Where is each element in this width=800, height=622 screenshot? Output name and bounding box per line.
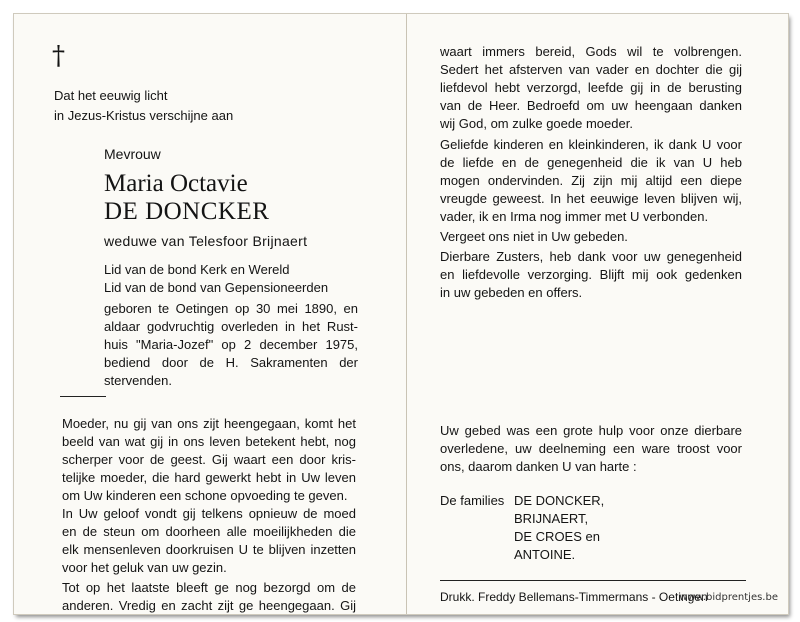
birth-death-line-3: huis "Maria-Jozef" op 2 december 1975, [104,337,358,352]
birth-death-line-2: aldaar godvruchtig overleden in het Rust- [104,319,358,334]
text-line: mogen ondervinden. Zij zijn mij altijd een diepe [440,173,742,188]
text-line: waart immers bereid, Gods wil te volbrengen. [440,44,742,59]
birth-death-line-1: geboren te Oetingen op 30 mei 1890, en [104,301,358,316]
watermark: www.bidprentjes.be [679,592,778,603]
text-line: Geliefde kinderen en kleinkinderen, ik dank U voor [440,137,742,152]
text-line: en liefdevolle verzorging. Blijft mij ook gedenken [440,267,742,282]
cross-icon: † [52,41,65,71]
intro-line-2: in Jezus-Kristus verschijne aan [54,108,234,123]
text-line-forget: Vergeet ons niet in Uw gebeden. [440,229,628,244]
text-line: en de steun om doorheen alle moeilijkheden die [62,524,356,539]
birth-death-line-4: bediend door de H. Sakramenten der [104,355,358,370]
printer-rule [440,580,746,581]
thanks-line: Uw gebed was een grote hulp voor onze dierbare [440,423,742,438]
text-line: Moeder, nu gij van ons zijt heengegaan, komt het [62,416,356,431]
printer-credit: Drukk. Freddy Bellemans-Timmermans - Oetingen [440,590,708,604]
intro-line-1: Dat het eeuwig licht [54,88,168,103]
family-name: DE CROES en [514,529,600,544]
text-line: Dierbare Zusters, heb dank voor uw genegenheid [440,249,742,264]
text-line: wij God, om zulke goede moeder. [440,116,633,131]
family-name: BRIJNAERT, [514,511,589,526]
text-line: om Uw kinderen een schone opvoeding te geven. [62,488,348,503]
divider-rule [60,396,106,397]
text-line: telijke moeder, die hard gewerkt hebt in Uw leven [62,470,356,485]
text-line: de liefde en de genegenheid die ik van U heb [440,155,742,170]
widow-of: weduwe van Telesfoor Brijnaert [104,233,308,249]
membership-2: Lid van de bond van Gepensioneerden [104,280,329,295]
family-name: ANTOINE. [514,547,576,562]
title-prefix: Mevrouw [104,146,161,162]
families-label: De families [440,493,505,508]
text-line: In Uw geloof vondt gij telkens opnieuw de moed [62,506,356,521]
thanks-line: overledene, uw deelneming een ware troost voor [440,441,742,456]
text-line: liefdevol hebt verzorgd, leefde gij in de berusting [440,80,742,95]
card-fold-line [406,14,407,614]
family-name: DE DONCKER, [514,493,605,508]
text-line: vreugde geweest. In het eeuwige leven blijven wij, [440,191,742,206]
membership-1: Lid van de bond Kerk en Wereld [104,262,290,277]
text-line: Tot op het laatste bleeft ge nog bezorgd om de [62,580,356,595]
birth-death-line-5: stervenden. [104,373,172,388]
text-line: beeld van wat gij in ons leven betekent hebt, nog [62,434,356,449]
text-line: vader, ik en Irma nog immer met U verbonden. [440,209,709,224]
text-line: Sedert het afsterven van vader en dochter die gij [440,62,742,77]
first-names: Maria Octavie [104,170,248,197]
surname: DE DONCKER [104,198,270,225]
text-line: scherper voor de geest. Gij waart een door kris- [62,452,356,467]
text-line: van de Heer. Bedroefd om uw heengaan danken [440,98,742,113]
thanks-line: ons, daarom danken U van harte : [440,459,637,474]
text-line: voor het geluk van uw gezin. [62,560,227,575]
text-line: in uw gebeden en offers. [440,285,583,300]
text-line: anderen. Vredig en zacht zijt ge heengegaan. Gij [62,598,356,613]
text-line: elk mensenleven doorkruisen U te blijven inzetten [62,542,356,557]
